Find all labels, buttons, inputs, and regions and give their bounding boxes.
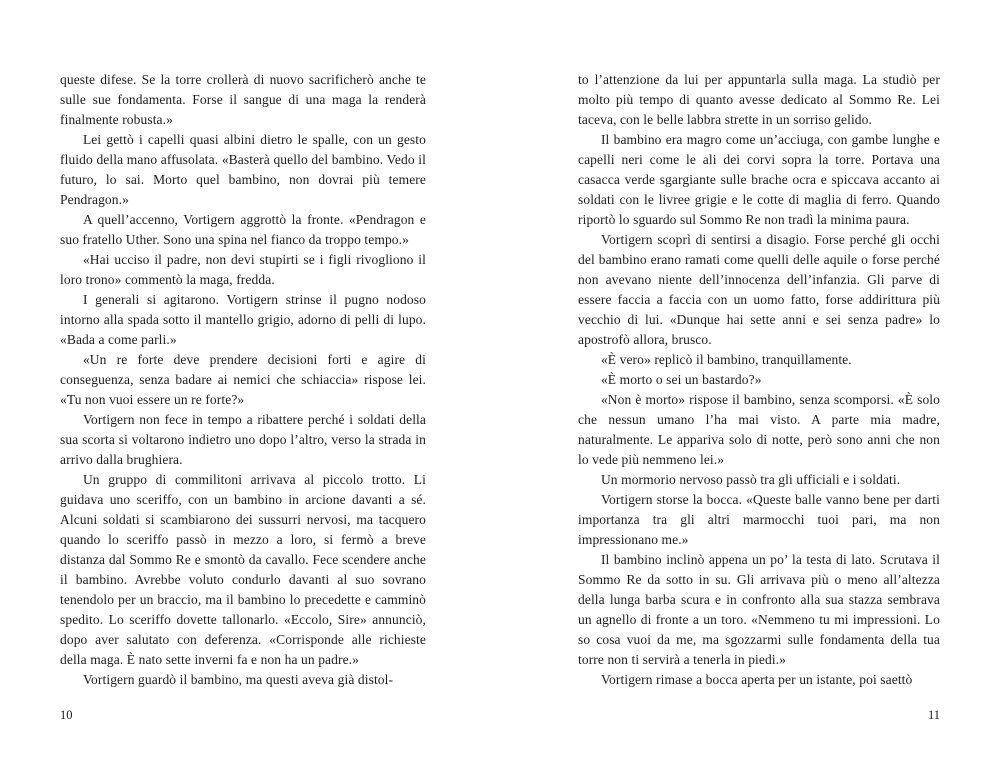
paragraph: I generali si agitarono. Vortigern strinse il pugno nodoso intorno alla spada sotto il mantello grigio, adorno di pelli di lupo. «Bada a come parli.» xyxy=(60,292,426,347)
page-left xyxy=(60,70,426,730)
paragraph: «Hai ucciso il padre, non devi stupirti se i figli rivogliono il loro trono» commentò la maga, fredda. xyxy=(60,252,426,287)
paragraph: to l’attenzione da lui per appuntarla sulla maga. La studiò per molto più tempo di quanto avesse dedicato al Sommo Re. Lei taceva, con le belle labbra strette in un sorriso gelido. xyxy=(578,72,940,127)
paragraph: Lei gettò i capelli quasi albini dietro le spalle, con un gesto fluido della mano affusolata. «Basterà quello del bambino. Vedo il futuro, lo sai. Morto quel bambino, non dovrai più temere Pendragon.» xyxy=(60,132,426,207)
paragraph: «È morto o sei un bastardo?» xyxy=(600,372,762,387)
paragraph: «È vero» replicò il bambino, tranquillamente. xyxy=(600,352,852,367)
page-text xyxy=(578,70,940,690)
paragraph: «Un re forte deve prendere decisioni forti e agire di conseguenza, senza badare ai nemici che schiaccia» rispose lei. «Tu non vuoi essere un re forte?» xyxy=(60,352,426,407)
paragraph: Il bambino era magro come un’acciuga, con gambe lunghe e capelli neri come le ali dei corvi sopra la torre. Portava una casacca verde sgargiante sulle brache ocra e spiccava accanto ai soldati con le livree grigie e le cotte di maglia di ferro. Quando riportò lo sguardo sul Sommo Re non tradì la minima paura. xyxy=(578,132,940,227)
paragraph: Il bambino inclinò appena un po’ la testa di lato. Scrutava il Sommo Re da sotto in su. Gli arrivava più o meno all’altezza della lunga barba scura e in confronto alla sua stazza sembrava un agnello di fronte a un toro. «Nemmeno tu mi impressioni. Lo so cosa vuoi da me, ma sgozzarmi sulle fondamenta della tua torre non ti servirà a tenerla in piedi.» xyxy=(578,552,940,667)
paragraph: Vortigern storse la bocca. «Queste balle vanno bene per darti importanza tra gli altri marmocchi tuoi pari, ma non impressionano me.» xyxy=(578,492,940,547)
paragraph: Vortigern rimase a bocca aperta per un istante, poi saettò xyxy=(600,672,913,687)
page-right xyxy=(578,70,940,730)
paragraph: Un mormorio nervoso passò tra gli ufficiali e i soldati. xyxy=(600,472,901,487)
page-number: 10 xyxy=(60,708,73,722)
paragraph: Un gruppo di commilitoni arrivava al piccolo trotto. Li guidava uno sceriffo, con un bambino in arcione davanti a sé. Alcuni soldati si scambiarono dei sussurri nervosi, ma tacquero quando lo sceriffo passò in mezzo a loro, si fermò a breve distanza dal Sommo Re e smontò da cavallo. Fece scendere anche il bambino. Avrebbe voluto condurlo davanti al suo sovrano tenendolo per un braccio, ma il bambino lo precedette e camminò spedito. Lo sceriffo dovette tallonarlo. «Eccolo, Sire» annunciò, dopo aver salutato con deferenza. «Corrisponde alle richieste della maga. È nato sette inverni fa e non ha un padre.» xyxy=(60,472,426,667)
paragraph: Vortigern scoprì di sentirsi a disagio. Forse perché gli occhi del bambino erano ramati come quelli delle aquile o forse perché non avevano niente dell’innocenza dell’infanzia. Gli parve di essere faccia a faccia con un uomo fatto, forse addirittura più vecchio di lui. «Dunque hai sette anni e sei senza padre» lo apostrofò allora, brusco. xyxy=(578,232,940,347)
page-number: 11 xyxy=(927,708,940,722)
paragraph: Vortigern non fece in tempo a ribattere perché i soldati della sua scorta si voltarono indietro uno dopo l’altro, verso la strada in arrivo dalla brughiera. xyxy=(60,412,426,467)
paragraph: Vortigern guardò il bambino, ma questi aveva già distol- xyxy=(82,672,394,687)
page-text xyxy=(60,70,426,690)
paragraph: queste difese. Se la torre crollerà di nuovo sacrificherò anche te sulle sue fondamenta. Forse il sangue di una maga la renderà finalmente robusta.» xyxy=(60,72,426,127)
paragraph: A quell’accenno, Vortigern aggrottò la fronte. «Pendragon e suo fratello Uther. Sono una spina nel fianco da troppo tempo.» xyxy=(60,212,426,247)
paragraph: «Non è morto» rispose il bambino, senza scomporsi. «È solo che nessun umano l’ha mai visto. A parte mia madre, naturalmente. Le appariva solo di notte, però sono anni che non lo vede più nemmeno lei.» xyxy=(578,392,940,467)
